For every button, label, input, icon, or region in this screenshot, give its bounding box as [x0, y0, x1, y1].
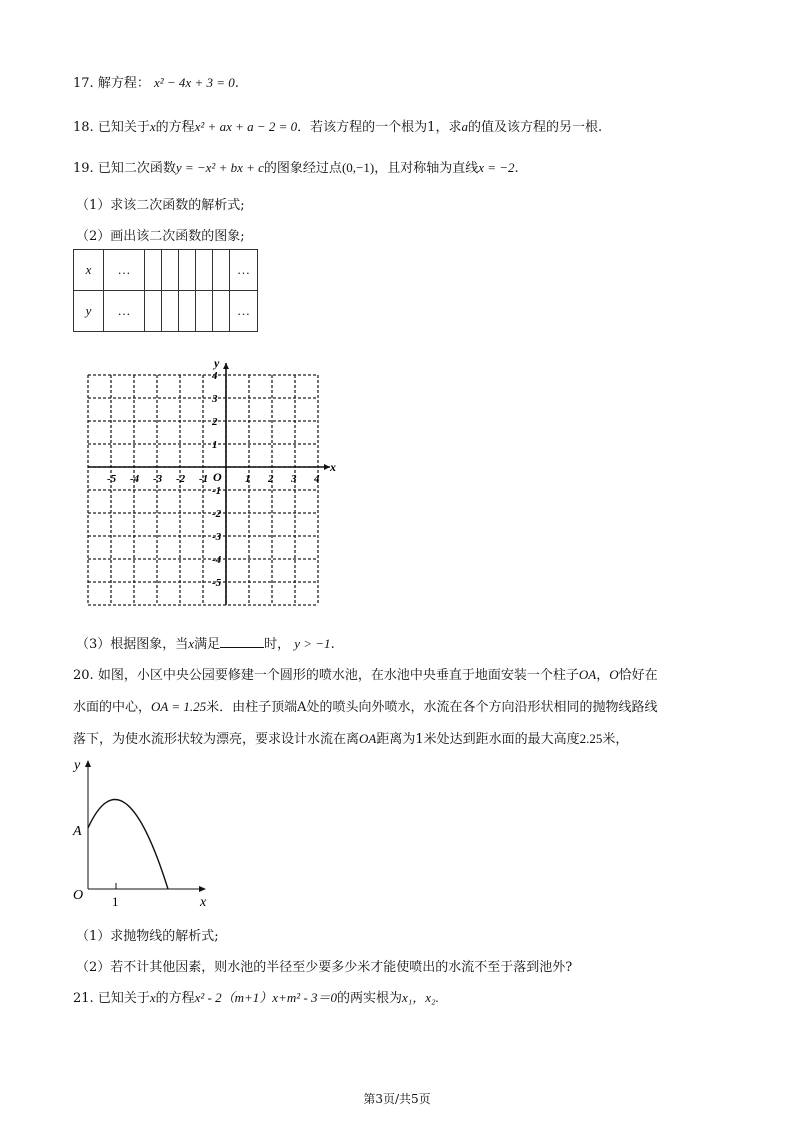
answer-blank[interactable] [220, 635, 264, 648]
grid-y-arrow [223, 363, 229, 369]
table-cell-head: y [74, 291, 104, 332]
grid-x-tick-label: 2 [268, 473, 274, 485]
q19-equation: y = −x² + bx + c [175, 160, 264, 175]
table-cell [196, 250, 213, 291]
parabola-tick-label: 1 [112, 894, 119, 909]
q19-part-2: （2）画出该二次函数的图象; [76, 229, 245, 244]
grid-y-tick-label: 2 [212, 416, 218, 428]
grid-x-tick-label: 1 [245, 473, 251, 485]
question-18: 18. 已知关于x的方程x² + ax + a − 2 = 0．若该方程的一个根为1，求a的值及该方程的另一根. [73, 119, 603, 135]
q19-part-3: （3）根据图象，当x满足 时， y > −1. [76, 636, 335, 652]
q20-part-2: （2）若不计其他因素，则水池的半径至少要多少米才能使喷出的水流不至于落到池外? [76, 960, 573, 975]
grid-x-tick-label: -1 [199, 473, 209, 485]
grid-y-label: y [214, 356, 220, 370]
table-cell [179, 291, 196, 332]
table-cell: … [104, 250, 145, 291]
grid-y-tick-label: -5 [212, 577, 222, 589]
parabola-curve [88, 800, 168, 889]
q21-number: 21. [73, 991, 94, 1006]
table-cell [145, 291, 162, 332]
q17-equation: x² − 4x + 3 = 0 [153, 75, 235, 90]
question-20-line-1: 20. 如图，小区中央公园要修建一个圆形的喷水池，在水池中央垂直于地面安装一个柱子OA，O恰好在 [73, 667, 658, 683]
grid-x-tick-label: -5 [107, 473, 117, 485]
grid-labels [107, 356, 336, 589]
question-21: 21. 已知关于x的方程x² - 2（m+1）x+m² - 3＝0的两实根为x₁，x₂. [73, 990, 439, 1006]
table-cell [162, 291, 179, 332]
table-cell: … [230, 291, 258, 332]
parabola-figure [70, 755, 220, 910]
page-footer: 第3页/共5页 [363, 1092, 431, 1106]
table-cell: … [104, 291, 145, 332]
grid-x-tick-label: -2 [176, 473, 186, 485]
q18-equation: x² + ax + a − 2 = 0 [194, 119, 298, 134]
parabola-x-label: x [200, 895, 207, 910]
question-20-line-2: 水面的中心，OA = 1.25米．由柱子顶端A处的喷头向外喷水，水流在各个方向沿形状相同的抛物线路线 [73, 699, 658, 715]
grid-origin-label: O [213, 470, 222, 484]
grid-y-tick-label: -4 [212, 554, 222, 566]
question-19: 19. 已知二次函数y = −x² + bx + c的图象经过点(0,−1)，且对称轴为直线x = −2. [73, 160, 519, 176]
q20-part-1: （1）求抛物线的解析式; [76, 929, 219, 944]
grid-x-tick-label: -3 [153, 473, 163, 485]
value-table [73, 249, 258, 332]
table-cell [145, 250, 162, 291]
question-17: 17. 解方程： x² − 4x + 3 = 0. [73, 75, 239, 91]
table-cell [213, 291, 230, 332]
table-row [74, 250, 258, 291]
grid-x-label: x [330, 460, 336, 474]
grid-x-tick-label: 4 [314, 473, 320, 485]
parabola-y-label: y [74, 758, 81, 773]
table-cell-head: x [74, 250, 104, 291]
grid-y-tick-label: -1 [212, 485, 222, 497]
grid-y-tick-label: 4 [212, 370, 218, 382]
question-20-line-3: 落下，为使水流形状较为漂亮，要求设计水流在离OA距离为1米处达到距水面的最大高度2.25米， [73, 731, 629, 747]
grid-x-tick-label: -4 [130, 473, 140, 485]
q19-number: 19. [73, 161, 94, 176]
grid-x-tick-label: 3 [291, 473, 297, 485]
q17-number: 17. [73, 76, 94, 91]
table-cell [162, 250, 179, 291]
grid-y-tick-label: -2 [212, 508, 222, 520]
parabola-origin-label: O [73, 888, 84, 903]
table-row [74, 291, 258, 332]
q19-part-1: （1）求该二次函数的解析式; [76, 198, 245, 213]
q17-text: 解方程： [97, 76, 150, 91]
q21-equation: x² - 2（m+1）x+m² - 3＝0 [194, 990, 337, 1005]
q20-number: 20. [73, 668, 94, 683]
table-cell [213, 250, 230, 291]
table-cell [179, 250, 196, 291]
table-cell: … [230, 250, 258, 291]
grid-y-tick-label: 3 [212, 393, 218, 405]
parabola-a-label: A [73, 824, 82, 839]
q18-number: 18. [73, 120, 94, 135]
grid-y-tick-label: -3 [212, 531, 222, 543]
table-cell [196, 291, 213, 332]
grid-y-tick-label: 1 [212, 439, 218, 451]
coordinate-grid [80, 355, 336, 611]
grid-lines [88, 375, 318, 605]
